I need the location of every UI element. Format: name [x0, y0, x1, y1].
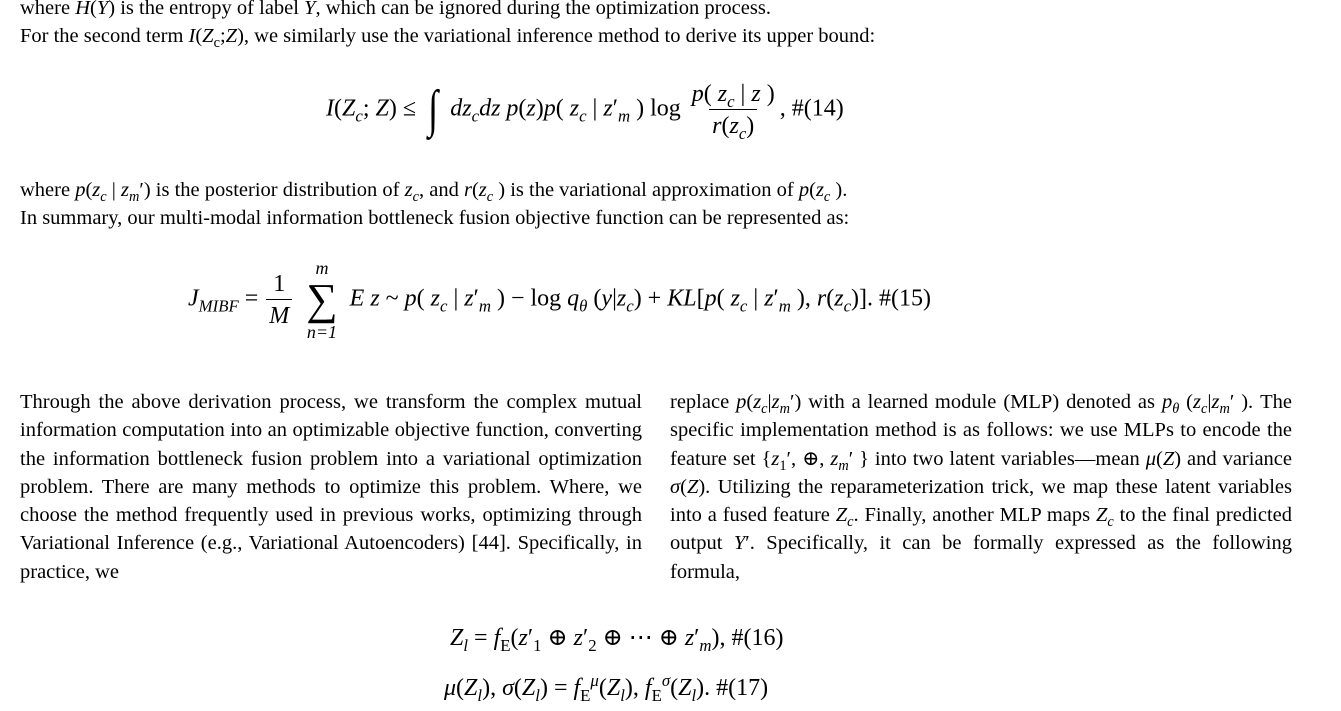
equation-14: $I(Z_c$; Z) ≤ ∫ $dz_cdz$ p(z)p( $z_c$ | $z'_m$ ) log $\frac{p( z_c | z )}{r(z_c)}$ , #(14) [326, 81, 844, 143]
text-line-posterior: where $p(z_c$ | $z_m'$) is the posterior distribution of $z_c$, and $r(z_c$ ) is the variational approximation of $p(z_c$ ). [20, 179, 848, 206]
fraction-posterior-over-prior: $\frac{p( z_c | z )}{r(z_c)}$ [691, 81, 775, 143]
fraction-one-over-m: $\frac{1}{M}$ [266, 272, 292, 328]
equation-16-tag: #(16) [731, 625, 784, 651]
text-line-summary: In summary, our multi-modal information bottleneck fusion objective function can be represented as: [20, 207, 850, 229]
integral-symbol: ∫ [428, 81, 439, 138]
text-line-entropy: where H(Y) is the entropy of label Y, which can be ignored during the optimization process. [20, 0, 771, 19]
equation-14-tag: #(14) [791, 95, 844, 122]
equation-16: $Z_l = f_E(z'_1$ ⊕ $z'_2$ ⊕ ⋯ ⊕ $z'_m$), #(16) [450, 625, 784, 655]
equation-17-tag: #(17) [716, 675, 769, 701]
summation-symbol: m ∑ n=1 [306, 258, 338, 342]
paragraph-column-right: replace $p(z_c|z_m')$ with a learned module (MLP) denoted as $p_\theta$ ($z_c|z_m'$ ). The specific implementation method is as follows: we use MLPs to encode the feature set {$z_1'$, ⊕, $z_m'$ } into two latent variables—mean μ(Z) and variance σ(Z). Utilizing the reparameterization trick, we map these latent variables into a fused feature $Z_c$. Finally, another MLP maps $Z_c$ to the final predicted output Y′. Specifically, it can be formally expressed as the following formula, [670, 391, 1292, 583]
equation-15-tag: #(15) [879, 285, 932, 312]
equation-15: $J_{MIBF}$ = $\frac{1}{M}$ m ∑ n=1 E z ~ p( $z_c$ | $z'_m$ ) − $\log q_\theta$ $(y|z_c) + KL[p$( $z_c$ | $z'_m$ ), $r(z_c)$]. #(15) [188, 258, 932, 342]
paragraph-column-left: Through the above derivation process, we transform the complex mutual information computation into an optimizable objective function, converting the information bottleneck fusion problem into a variational optimization problem. There are many methods to optimize this problem. Where, we choose the method frequently used in previous works, optimizing through Variational Inference (e.g., Variational Autoencoders) [44]. Specifically, in practice, we [20, 391, 642, 583]
equation-17: $\mu(Z_l)$, $\sigma(Z_l) = f_E^\mu(Z_l)$, $f_E^\sigma(Z_l)$. #(17) [444, 671, 769, 705]
text-line-second-term: For the second term $I(Z_c;Z)$, we similarly use the variational inference method to derive its upper bound: [20, 25, 876, 52]
